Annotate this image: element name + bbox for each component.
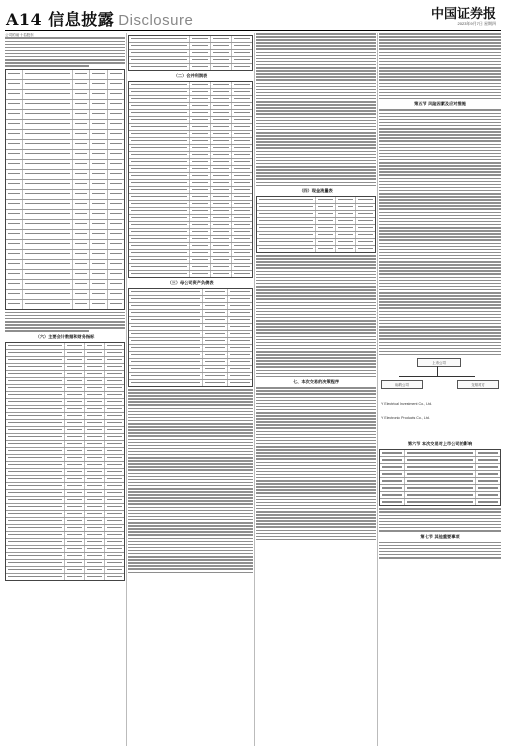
balance-sheet-table [128,288,253,387]
column-4 [379,33,501,746]
page-header [0,0,506,30]
section-heading: （六）主要会计数据和财务指标 [35,333,95,339]
newspaper-logo: 中国证券报 [430,7,496,22]
body-text [379,109,501,355]
section-heading: （二）合并利润表 [173,73,208,78]
section-heading: 第七节 其他重要事项 [420,533,460,539]
column-divider [126,33,127,746]
financial-table [128,35,253,71]
body-text [5,37,125,66]
section-title: A14 信息披露 Disclosure [6,10,194,29]
column-2 [128,33,253,746]
section-heading: 七、本次交易的决策程序 [292,379,340,385]
ownership-diagram [379,358,501,438]
cash-flow-table [256,196,376,253]
income-statement-table [128,81,253,278]
section-heading: （三）母公司资产负债表 [167,280,214,285]
shareholder-table [5,69,125,310]
diagram-caption: Y Electrical Investment Co., Ltd. [381,402,433,407]
financial-table [5,342,125,581]
column-1 [5,33,125,746]
body-text [256,33,376,186]
diagram-node-top: 上市公司 [417,358,461,367]
body-text [379,33,501,99]
body-text [5,312,125,332]
body-text [379,508,501,531]
section-heading: 第五节 风险因素及应对措施 [414,101,466,107]
impact-table [379,449,501,506]
section-title-en: Disclosure [118,12,194,29]
section-heading: （四）现金流量表 [299,188,333,194]
column-divider [254,33,255,746]
body-text [256,387,376,540]
date-line: 2023年9月7日 星期四 [457,21,496,26]
header-rule [5,30,501,31]
column-divider [377,33,378,746]
body-text [128,389,253,573]
diagram-caption: Y Electronic Products Co., Ltd. [381,416,430,421]
table-caption: 公司的前十名股东 [5,33,34,37]
body-text [256,255,376,377]
diagram-connector [437,366,438,376]
section-heading: 第六节 本次交易对上市公司的影响 [407,441,473,447]
body-text [379,542,501,559]
column-3 [256,33,376,746]
diagram-connector [399,376,475,377]
diagram-node-left: 标的公司 [381,380,423,389]
diagram-node-right: 交易对方 [457,380,499,389]
